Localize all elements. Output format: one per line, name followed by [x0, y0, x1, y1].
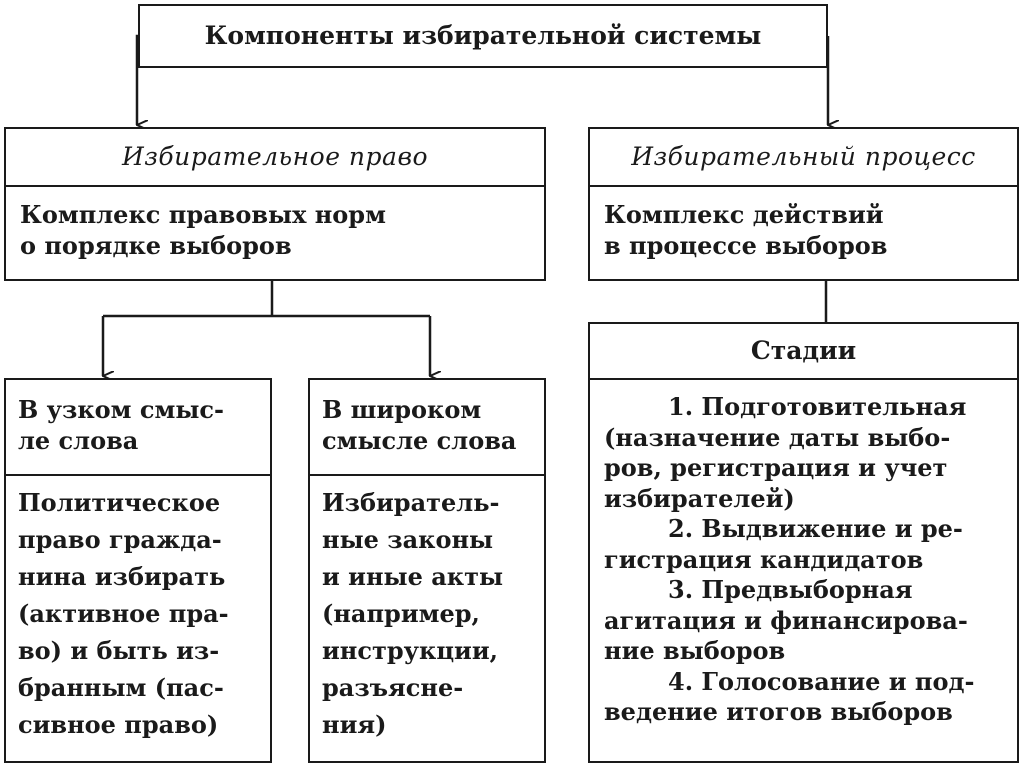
stage-item-4: 4. Голосование и под- ведение итогов выборов	[604, 666, 975, 726]
broad-sense-heading: В широком смысле слова	[322, 395, 517, 455]
broad-sense-header	[310, 380, 544, 476]
broad-sense-box	[308, 378, 546, 763]
electoral-process-box	[588, 127, 1019, 281]
electoral-law-body	[6, 187, 544, 261]
electoral-law-box	[4, 127, 546, 281]
narrow-sense-header	[6, 380, 270, 476]
narrow-sense-box	[4, 378, 272, 763]
stages-header	[590, 324, 1017, 380]
stages-heading: Стадии	[750, 336, 857, 365]
stages-list	[590, 380, 1017, 728]
law-connector	[103, 281, 430, 376]
electoral-law-header	[6, 129, 544, 187]
electoral-process-definition: Комплекс действий в процессе выборов	[604, 200, 888, 260]
electoral-process-body	[590, 187, 1017, 261]
narrow-sense-heading: В узком смыс- ле слова	[18, 395, 224, 455]
electoral-law-definition: Комплекс правовых норм о порядке выборов	[20, 200, 386, 260]
electoral-process-heading: Избирательный процесс	[631, 142, 976, 171]
stage-item-3: 3. Предвыборная агитация и финансирова- ние выборов	[604, 575, 968, 665]
root-box	[138, 4, 828, 68]
diagram-title: Компоненты избирательной системы	[204, 21, 762, 50]
stages-box	[588, 322, 1019, 763]
stage-item-1: 1. Подготовительная (назначение даты выбо- ров, регистрация и учет избирателей)	[604, 392, 967, 513]
stage-item-2: 2. Выдвижение и ре- гистрация кандидатов	[604, 514, 963, 574]
narrow-sense-body: Политическое право гражда- нина избирать (активное пра- во) и быть из- бранным (пас- сивное право)	[18, 488, 229, 739]
broad-sense-body: Избиратель- ные законы и иные акты (например, инструкции, разъясне- ния)	[322, 488, 504, 739]
electoral-process-header	[590, 129, 1017, 187]
electoral-law-heading: Избирательное право	[121, 142, 429, 171]
